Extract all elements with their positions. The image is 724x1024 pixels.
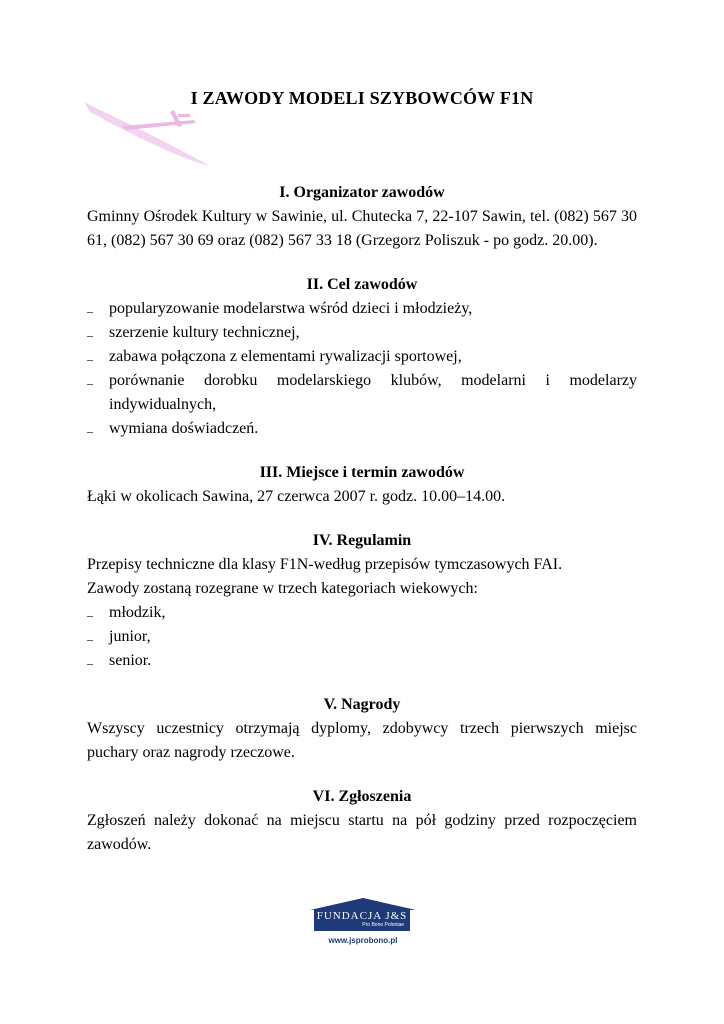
section-organizer: [87, 181, 637, 253]
foundation-logo: [308, 896, 418, 952]
list-item: – senior.: [87, 649, 637, 673]
list-item: – junior,: [87, 625, 637, 649]
section-heading: IV. Regulamin: [312, 532, 412, 549]
logo-name: FUNDACJA J&S: [316, 910, 408, 922]
section-heading: VI. Zgłoszenia: [312, 788, 412, 805]
goals-list: [87, 297, 637, 441]
section-paragraph: Przepisy techniczne dla klasy F1N-według przepisów tymczasowych FAI.: [87, 556, 563, 573]
section-rules: [87, 529, 637, 673]
section-place-time: [87, 461, 637, 509]
section-heading: III. Miejsce i termin zawodów: [259, 464, 465, 481]
document-title: I ZAWODY MODELI SZYBOWCÓW F1N: [190, 88, 534, 108]
list-item: – popularyzowanie modelarstwa wśród dzieci i młodzieży,: [87, 297, 637, 321]
list-item: – zabawa połączona z elementami rywalizacji sportowej,: [87, 345, 637, 369]
section-heading: II. Cel zawodów: [306, 276, 418, 293]
document-body: [87, 181, 637, 877]
section-paragraph: Zawody zostaną rozegrane w trzech kategoriach wiekowych:: [87, 580, 478, 597]
logo-subtitle: Pro Bono Poloniae: [362, 922, 404, 928]
age-categories-list: [87, 601, 637, 673]
list-item: – szerzenie kultury technicznej,: [87, 321, 637, 345]
section-heading: I. Organizator zawodów: [279, 184, 445, 201]
list-item: – młodzik,: [87, 601, 637, 625]
section-goals: [87, 273, 637, 441]
roof-icon: [308, 896, 418, 910]
list-item: – wymiana doświadczeń.: [87, 417, 637, 441]
logo-url: www.jsprobono.pl: [328, 936, 398, 945]
section-paragraph: Łąki w okolicach Sawina, 27 czerwca 2007 r. godz. 10.00–14.00.: [87, 488, 506, 505]
section-registration: [87, 785, 637, 857]
section-paragraph: Zgłoszeń należy dokonać na miejscu startu na pół godziny przed rozpoczęciem zawodów.: [87, 812, 637, 853]
section-heading: V. Nagrody: [323, 696, 401, 713]
section-prizes: [87, 693, 637, 765]
logo-box: [314, 909, 410, 931]
section-paragraph: Wszyscy uczestnicy otrzymają dyplomy, zdobywcy trzech pierwszych miejsc puchary oraz nagrody rzeczowe.: [87, 720, 637, 761]
list-item: – porównanie dorobku modelarskiego klubów, modelarni i modelarzy indywidualnych,: [87, 369, 637, 417]
section-paragraph: Gminny Ośrodek Kultury w Sawinie, ul. Chutecka 7, 22-107 Sawin, tel. (082) 567 30 61, (082) 567 30 69 oraz (082) 567 33 18 (Grzegorz Poliszuk - po godz. 20.00).: [87, 208, 637, 249]
